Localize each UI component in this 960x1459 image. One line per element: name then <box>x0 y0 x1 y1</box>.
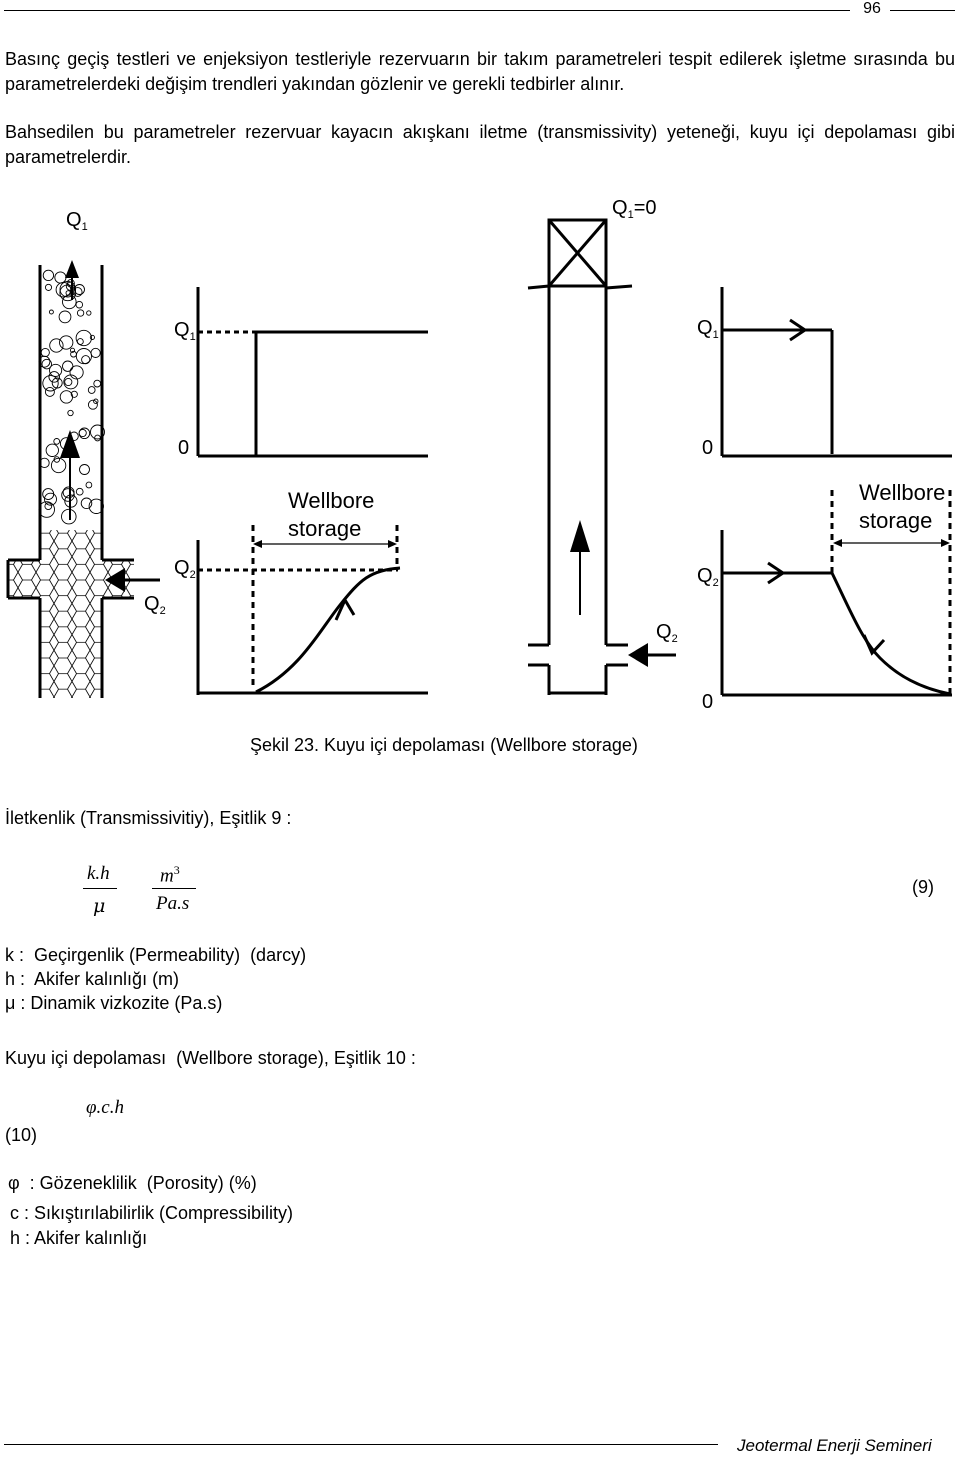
eq9-intro: İletkenlik (Transmissivitiy), Eşitlik 9 : <box>5 808 292 828</box>
graph1-q2-label: $Q_2$ <box>174 557 196 581</box>
graph2-zero-bottom-label: 0 <box>702 691 714 710</box>
footer-title: Jeotermal Enerji Semineri <box>737 1436 932 1455</box>
graph2-wellbore-label-2: storage <box>859 508 933 533</box>
intro-paragraph-2: Bahsedilen bu parametreler rezervuar kayacın akışkanı iletme (transmissivity) yeteneği, kuyu içi depolaması gibi parametrelerdir. <box>5 122 955 167</box>
right-well-diagram <box>528 220 676 695</box>
eq10-def-phi: φ : Gözeneklilik (Porosity) (%) <box>8 1173 257 1193</box>
graph1-zero-label: 0 <box>178 437 190 459</box>
eq9-unit-exp: 3 <box>173 863 180 877</box>
graph2-q2-label: $Q_2$ <box>697 565 719 589</box>
graph2-flow-plot <box>722 287 952 456</box>
left-well-q2-label: $Q_2$ <box>144 593 166 617</box>
header-rule-right <box>890 10 955 11</box>
right-well-q1-zero-label: $Q_1=0$ <box>612 197 657 221</box>
eq9-denominator-2: Pa.s <box>156 893 190 914</box>
eq10-intro: Kuyu içi depolaması (Wellbore storage), Eşitlik 10 : <box>5 1048 416 1068</box>
graph2-q1-label: $Q_1$ <box>697 317 719 341</box>
left-well-diagram <box>8 260 160 698</box>
graph1-pressure-plot <box>198 525 428 695</box>
eq9-def-mu: μ : Dinamik vizkozite (Pa.s) <box>5 993 223 1013</box>
eq9-unit-m: m <box>160 865 174 887</box>
eq9-fraction-bar-1 <box>83 888 117 889</box>
eq9-denominator-1: μ <box>93 895 106 917</box>
eq9-fraction-bar-2 <box>152 888 196 889</box>
left-well-q1-label: $Q_1$ <box>66 209 88 233</box>
graph1-wellbore-label-1: Wellbore <box>288 488 375 513</box>
wellbore-storage-figure <box>0 190 960 710</box>
graph1-q1-label: $Q_1$ <box>174 319 196 343</box>
header-rule-left <box>4 10 850 11</box>
eq9-def-k: k : Geçirgenlik (Permeability) (darcy) <box>5 945 307 965</box>
right-well-q2-label: $Q_2$ <box>656 621 678 645</box>
graph1-wellbore-label-2: storage <box>288 516 362 541</box>
eq10-number: (10) <box>5 1125 38 1145</box>
figure-caption: Şekil 23. Kuyu içi depolaması (Wellbore storage) <box>250 735 638 755</box>
graph2-wellbore-label-1: Wellbore <box>859 480 946 505</box>
page-number: 96 <box>863 0 881 17</box>
intro-paragraph-1: Basınç geçiş testleri ve enjeksiyon testleriyle rezervuarın bir takım parametreleri tespit edilerek işletme sırasında bu parametrelerdeki değişim trendleri yakından gözlenir ve gerekli tedbirler alınır. <box>5 49 955 94</box>
eq9-numerator-1: k.h <box>87 863 110 884</box>
eq10-expression: φ.c.h <box>86 1097 124 1118</box>
eq10-def-c: c : Sıkıştırılabilirlik (Compressibility) <box>10 1203 294 1223</box>
graph2-zero-top-label: 0 <box>702 437 714 459</box>
graph1-flow-plot <box>198 287 428 456</box>
footer-rule <box>4 1444 718 1445</box>
eq9-def-h: h : Akifer kalınlığı (m) <box>5 969 180 989</box>
eq9-numerator-2 <box>160 863 180 887</box>
eq10-def-h: h : Akifer kalınlığı <box>10 1228 148 1248</box>
eq9-number: (9) <box>912 877 934 897</box>
